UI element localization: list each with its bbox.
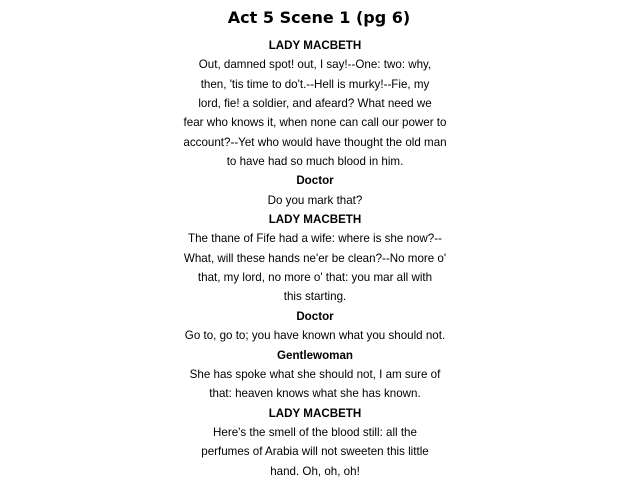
dialogue-line: Do you mark that?: [267, 193, 363, 207]
slide-title: Act 5 Scene 1 (pg 6): [227, 8, 411, 27]
dialogue-line: Go to, go to; you have known what you should not.: [184, 329, 446, 343]
dialogue-line: Out, damned spot! out, I say!--One: two: why,: [198, 58, 432, 72]
dialogue-line: What, will these hands ne'er be clean?--No more o': [183, 251, 447, 265]
dialogue-line: then, 'tis time to do't.--Hell is murky!--Fie, my: [200, 77, 430, 91]
speaker-name: LADY MACBETH: [268, 406, 362, 420]
speaker-name: Gentlewoman: [276, 348, 354, 362]
dialogue-line: She has spoke what she should not, I am sure of: [189, 367, 441, 381]
speaker-name: Doctor: [296, 174, 334, 188]
speaker-name: LADY MACBETH: [268, 213, 362, 227]
dialogue-line: account?--Yet who would have thought the old man: [183, 135, 447, 149]
script-excerpt: [158, 36, 472, 481]
dialogue-line: that, my lord, no more o' that: you mar all with: [197, 271, 433, 285]
dialogue-line: fear who knows it, when none can call our power to: [183, 116, 447, 130]
speaker-name: LADY MACBETH: [268, 39, 362, 52]
dialogue-line: hand. Oh, oh, oh!: [270, 464, 360, 478]
dialogue-line: lord, fie! a soldier, and afeard? What need we: [198, 97, 432, 111]
dialogue-line: perfumes of Arabia will not sweeten this little: [201, 445, 429, 459]
dialogue-line: to have had so much blood in him.: [226, 155, 404, 169]
speaker-name: Doctor: [296, 309, 334, 323]
dialogue-line: The thane of Fife had a wife: where is she now?--: [188, 232, 442, 246]
dialogue-line: this starting.: [283, 290, 347, 304]
dialogue-line: Here's the smell of the blood still: all the: [213, 425, 417, 439]
dialogue-line: that: heaven knows what she has known.: [209, 387, 421, 401]
